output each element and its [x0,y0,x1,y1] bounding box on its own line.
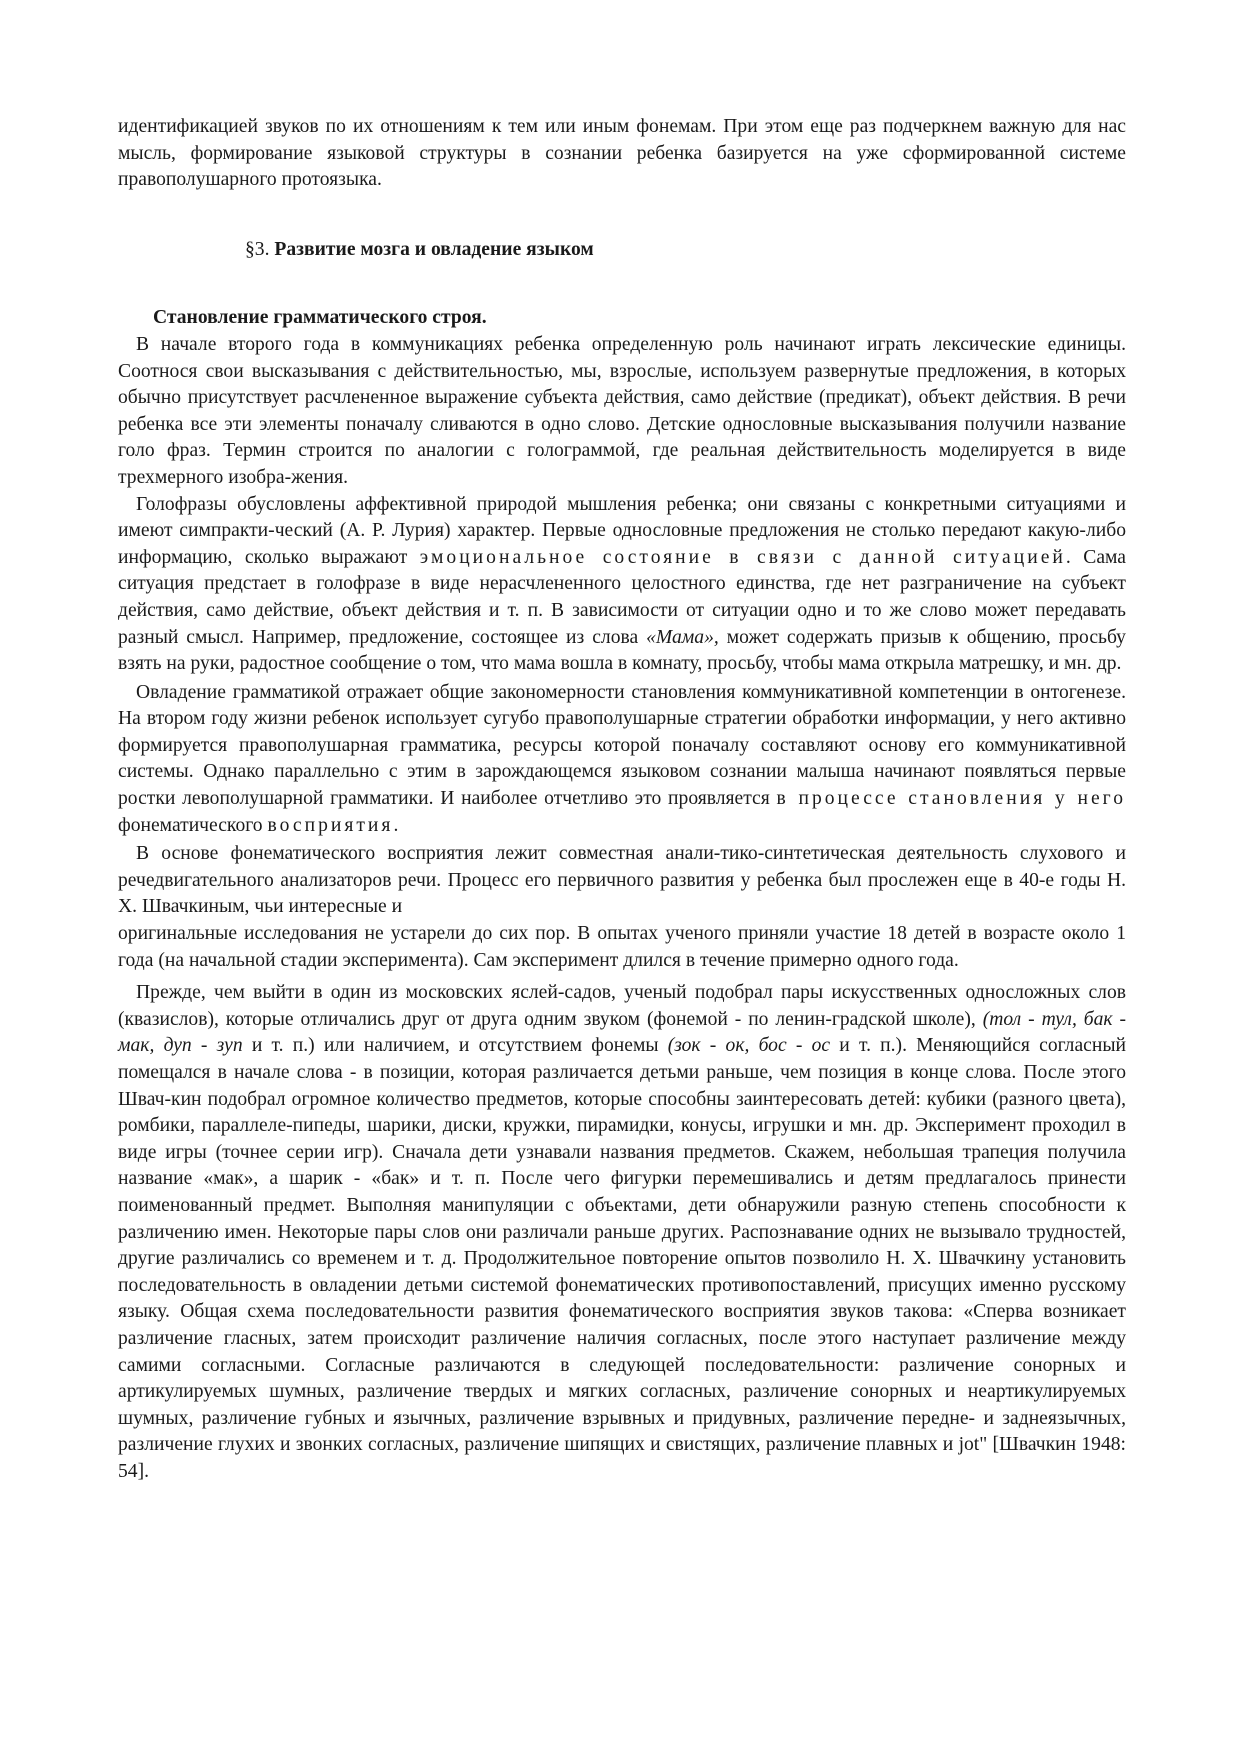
paragraph-text: и т. п.). Меняющийся согласный помещался в начале слова - в позиции, которая различается детьми раньше, чем позиция в конце слова. После этого Швач-кин подобрал огромное количество предметов, которые способны заинтересовать детей: кубики (разного цвета), ромбики, параллеле-пипеды, шарики, диски, кружки, пирамидки, конусы, игрушки и мн. др. Эксперимент проходил в виде игры (точнее серии игр). Сначала дети узнавали названия предметов. Скажем, небольшая трапеция получила название «мак», а шарик - «бак» и т. п. После чего фигурки перемешивались и детям предлагалось принести поименованный предмет. Выполняя манипуляции с объектами, дети обнаружили разную степень способности к различению имен. Некоторые пары слов они различали раньше других. Распознавание одних не вызывало трудностей, другие различались со временем и т. д. Продолжительное повторение опытов позволило Н. Х. Швачкину установить последовательность в овладении детьми системой фонематических противопоставлений, присущих именно русскому языку. Общая схема последовательности развития фонематического восприятия звуков такова: «Сперва возникает различение гласных, затем происходит различение наличия согласных, после этого наступает различение между самими согласными. Согласные различаются в следующей последовательности: различение сонорных и артикулируемых шумных, различение твердых и мягких согласных, различение сонорных и неартикулируемых шумных, различение губных и язычных, различение взрывных и придувных, различение передне- и заднеязычных, различение глухих и звонких согласных, различение шипящих и свистящих, различение плавных и jot" [Швачкин 1948: 54]. [118,1035,1126,1482]
paragraph-text: . [393,814,399,836]
paragraph-holophrase-affective [118,492,1126,678]
paragraph-text: и т. п.) или наличием, и отсутствием фонемы [242,1035,668,1057]
spaced-emphasis: в процессе становления у него [776,788,1126,810]
paragraph-text: . Сама ситуация предстает в голофразе в виде нерасчлененного целостного единства, где нет разграничение на субъект действия, само действие, объект действия и т. п. В зависимости от ситуации одно и то же слово может передавать разный смысл. Например, предложение, состоящее из слова [118,546,1126,648]
paragraph-text: фонематического [118,814,268,836]
paragraph-text: Прежде, чем выйти в один из московских яслей-садов, ученый подобрал пары искусственных односложных слов (квазислов), которые отличались друг от друга одним звуком (фонемой - по ленин-градской школе), [118,982,1126,1030]
paragraph-holophrase-intro: В начале второго года в коммуникациях ребенка определенную роль начинают играть лексические единицы. Соотнося свои высказывания с действительностью, мы, взрослые, используем развернутые предложения, в которых обычно присутствует расчлененное выражение субъекта действия, само действие (предикат), объект действия. В речи ребенка все эти элементы поначалу сливаются в одно слово. Детские однословные высказывания получили название голо фраз. Термин строится по аналогии с голограммой, где реальная действительность моделируется в виде трехмерного изобра-жения. [118,333,1126,488]
document-page [118,114,1126,1486]
paragraph-text: Голофразы обусловлены аффективной природой мышления ребенка; они связаны с конкретными ситуациями и имеют симпракти-ческий (А. Р. Лурия) характер. Первые однословные предложения не столько передают какую-либо информацию, сколько выражают [118,493,1126,568]
italic-word-pairs: (зок - ок, бос - ос [667,1035,831,1057]
section-number: §3. [245,238,270,260]
italic-word-pairs: (тол - тул, бак - мак, дуп - зуп [118,1008,1126,1057]
subsection-heading: Становление грамматического строя. [153,307,487,329]
intro-paragraph: идентификацией звуков по их отношениям к тем или иным фонемам. При этом еще раз подчеркнем важную для нас мысль, формирование языковой структуры в сознании ребенка базируется на уже сформированной системе правополушарного протоязыка. [118,116,1126,191]
section-heading [245,237,1126,264]
section-title: Развитие мозга и овладение языком [274,238,594,260]
spaced-emphasis: эмоциональное состояние в связи с данной ситуацией [419,546,1066,568]
paragraph-phonematic-perception: В основе фонематического восприятия лежит совместная анали-тико-синтетическая деятельность слухового и речедвигательного анализаторов речи. Процесс его первичного развития у ребенка был прослежен еще в 40-е годы Н. Х. Швачкиным, чьи интересные и [118,843,1126,918]
paragraph-grammar-mastery [118,680,1126,840]
italic-word: «Мама», [646,626,719,648]
spaced-emphasis: восприятия [267,814,394,836]
paragraph-text: Овладение грамматикой отражает общие закономерности становления коммуникативной компетенции в онтогенезе. На втором году жизни ребенок использует сугубо правополушарные стратегии обработки информации, у него активно формируется правополушарная грамматика, ресурсы которой поначалу составляют основу его коммуникативной системы. Однако параллельно с этим в зарождающемся языковом сознании малыша начинают появляться первые ростки левополушарной грамматики. И наиболее отчетливо это проявляется [118,681,1126,810]
paragraph-text: может содержать призыв к общению, просьбу взять на руки, радостное сообщение о том, что мама вошла в комнату, просьбу, чтобы мама открыла матрешку, и мн. др. [118,626,1126,675]
paragraph-phonematic-perception-continued: оригинальные исследования не устарели до сих пор. В опытах ученого приняли участие 18 детей в возрасте около 1 года (на начальной стадии эксперимента). Сам эксперимент длился в течение примерно одного года. [118,923,1126,971]
paragraph-shvachkin-experiment [118,980,1126,1485]
